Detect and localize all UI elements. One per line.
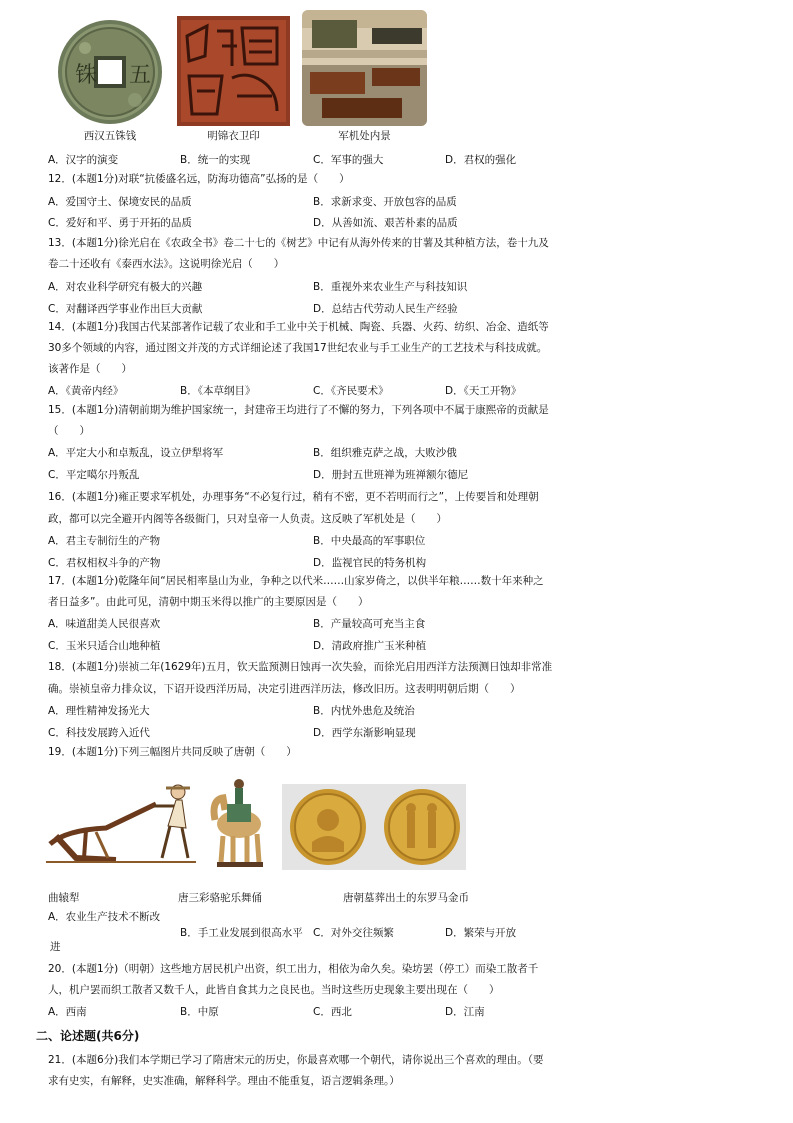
q18-stem-line2: 确。崇祯皇帝力排众议，下诏开设西洋历局，决定引进西洋历法，修改旧历。这表明明朝后期（ ） <box>48 683 521 695</box>
q13-option-a[interactable]: A．对农业科学研究有极大的兴趣 <box>48 281 203 293</box>
q11-option-a[interactable]: A．汉字的演变 <box>48 154 119 166</box>
q12-stem: 12．(本题1分)对联“抗倭盛名远，防海功德高”弘扬的是（ ） <box>48 173 350 185</box>
section-heading-essay: 二、论述题(共6分) <box>36 1029 140 1043</box>
image-tang-sancai-camel <box>203 770 273 870</box>
q17-option-b[interactable]: B．产量较高可充当主食 <box>313 618 426 630</box>
q14-stem-line3: 该著作是（ ） <box>48 363 132 375</box>
seal-icon <box>177 16 290 126</box>
room-interior-icon <box>302 10 427 126</box>
image-roman-gold-coins <box>282 784 466 870</box>
q13-stem-line1: 13．(本题1分)徐光启在《农政全书》卷二十七的《树艺》中记有从海外传来的甘薯及其种植方法，卷十九及 <box>48 237 549 249</box>
q16-option-d[interactable]: D．监视官民的特务机构 <box>313 557 427 569</box>
q19-option-b[interactable]: B．手工业发展到很高水平 <box>180 927 303 939</box>
q11-option-c[interactable]: C．军事的强大 <box>313 154 384 166</box>
q17-stem-line2: 者日益多”。由此可见，清朝中期玉米得以推广的主要原因是（ ） <box>48 596 369 608</box>
caption-coin: 西汉五铢钱 <box>83 130 137 142</box>
image-jinyiwei-seal <box>177 16 290 126</box>
q11-option-d[interactable]: D．君权的强化 <box>445 154 517 166</box>
q13-option-b[interactable]: B．重视外来农业生产与科技知识 <box>313 281 468 293</box>
q13-option-c[interactable]: C．对翻译西学事业作出巨大贡献 <box>48 303 203 315</box>
q15-option-b[interactable]: B．组织雅克萨之战，大败沙俄 <box>313 447 457 459</box>
svg-text:铢: 铢 <box>75 63 98 88</box>
q21-stem-line2: 求有史实，有解释，史实准确，解释科学。理由不能重复，语言逻辑条理。） <box>48 1075 400 1087</box>
q14-stem-line2: 30多个领域的内容，通过图文并茂的方式详细论述了我国17世纪农业与手工业生产的工艺技术与科技成就。 <box>48 342 548 354</box>
q15-stem-line1: 15．(本题1分)清朝前期为维护国家统一，封建帝王均进行了不懈的努力，下列各项中不属于康熙帝的贡献是 <box>48 404 549 416</box>
q14-option-a[interactable]: A．《黄帝内经》 <box>48 385 124 397</box>
q13-stem-line2: 卷二十还收有《泰西水法》。这说明徐光启（ ） <box>48 258 285 270</box>
q18-option-d[interactable]: D．西学东渐影响显现 <box>313 727 416 739</box>
q16-option-b[interactable]: B．中央最高的军事职位 <box>313 535 426 547</box>
q12-option-b[interactable]: B．求新求变、开放包容的品质 <box>313 196 457 208</box>
q15-option-a[interactable]: A．平定大小和卓叛乱，设立伊犁将军 <box>48 447 224 459</box>
svg-text:五: 五 <box>129 63 152 88</box>
q20-option-c[interactable]: C．西北 <box>313 1006 352 1018</box>
q12-option-c[interactable]: C．爱好和平、勇于开拓的品质 <box>48 217 192 229</box>
q20-stem-line1: 20．(本题1分)（明朝）这些地方居民机户出资，织工出力，相依为命久矣。染坊罢（停工）而染工散者千 <box>48 963 539 975</box>
q20-stem-line2: 人，机户罢而织工散者又数千人，此皆自食其力之良民也。当时这些历史现象主要出现在（ ） <box>48 984 500 996</box>
q15-stem-line2: （ ） <box>48 425 90 437</box>
q16-stem-line1: 16．(本题1分)雍正要求军机处，办理事务“不必复行过，稍有不密，更不若明而行之”，上传要旨和处理朝 <box>48 491 539 503</box>
caption-interior: 军机处内景 <box>338 130 391 142</box>
image-junjichu-interior <box>302 10 427 126</box>
q15-option-d[interactable]: D．册封五世班禅为班禅额尔德尼 <box>313 469 469 481</box>
q16-option-c[interactable]: C．君权相权斗争的产物 <box>48 557 161 569</box>
q17-stem-line1: 17．(本题1分)乾隆年间“居民相率垦山为业，争种之以代米……山家岁倚之，以供半年粮……数十年来种之 <box>48 575 544 587</box>
q18-option-b[interactable]: B．内忧外患危及统治 <box>313 705 415 717</box>
q15-option-c[interactable]: C．平定噶尔丹叛乱 <box>48 469 140 481</box>
q20-option-a[interactable]: A．西南 <box>48 1006 87 1018</box>
q19-caption-plow: 曲辕犁 <box>48 892 80 904</box>
q18-option-a[interactable]: A．理性精神发扬光大 <box>48 705 150 717</box>
q12-option-a[interactable]: A．爱国守土、保境安民的品质 <box>48 196 192 208</box>
image-curved-plow <box>46 778 196 870</box>
coin-icon <box>55 18 165 126</box>
q11-option-b[interactable]: B．统一的实现 <box>180 154 251 166</box>
q20-option-d[interactable]: D．江南 <box>445 1006 485 1018</box>
q19-option-a-continued: 进 <box>50 941 61 953</box>
q19-option-d[interactable]: D．繁荣与开放 <box>445 927 517 939</box>
camel-figurine-icon <box>203 770 273 870</box>
q14-option-b[interactable]: B．《本草纲目》 <box>180 385 256 397</box>
q16-stem-line2: 政，都可以完全避开内阁等各级衙门，只对皇帝一人负责。这反映了军机处是（ ） <box>48 513 447 525</box>
q18-stem-line1: 18．(本题1分)崇祯二年(1629年)五月，钦天监预测日蚀再一次失验，而徐光启用西洋方法预测日蚀却非常准 <box>48 661 553 673</box>
q19-caption-coins: 唐朝墓葬出土的东罗马金币 <box>343 892 469 904</box>
q16-option-a[interactable]: A．君主专制衍生的产物 <box>48 535 161 547</box>
q20-option-b[interactable]: B．中原 <box>180 1006 219 1018</box>
q21-stem-line1: 21．(本题6分)我们本学期已学习了隋唐宋元的历史，你最喜欢哪一个朝代，请你说出三个喜欢的理由。（要 <box>48 1054 544 1066</box>
q17-option-c[interactable]: C．玉米只适合山地种植 <box>48 640 161 652</box>
plow-farmer-icon <box>46 778 196 870</box>
q19-option-a[interactable]: A．农业生产技术不断改 <box>48 911 161 923</box>
q14-stem-line1: 14．(本题1分)我国古代某部著作记载了农业和手工业中关于机械、陶瓷、兵器、火药、纺织、冶金、造纸等 <box>48 321 549 333</box>
image-wuzhu-coin <box>55 18 165 126</box>
q12-option-d[interactable]: D．从善如流、艰苦朴素的品质 <box>313 217 458 229</box>
q17-option-d[interactable]: D．清政府推广玉米种植 <box>313 640 427 652</box>
gold-coin-icon <box>282 784 466 870</box>
q19-caption-camel: 唐三彩骆驼乐舞俑 <box>178 892 262 904</box>
q19-option-c[interactable]: C．对外交往频繁 <box>313 927 394 939</box>
q14-option-d[interactable]: D．《天工开物》 <box>445 385 522 397</box>
q13-option-d[interactable]: D．总结古代劳动人民生产经验 <box>313 303 458 315</box>
caption-seal: 明锦衣卫印 <box>207 130 260 142</box>
q17-option-a[interactable]: A．味道甜美人民很喜欢 <box>48 618 161 630</box>
q19-stem: 19．(本题1分)下列三幅图片共同反映了唐朝（ ） <box>48 746 297 758</box>
q18-option-c[interactable]: C．科技发展跨入近代 <box>48 727 150 739</box>
q14-option-c[interactable]: C．《齐民要术》 <box>313 385 389 397</box>
